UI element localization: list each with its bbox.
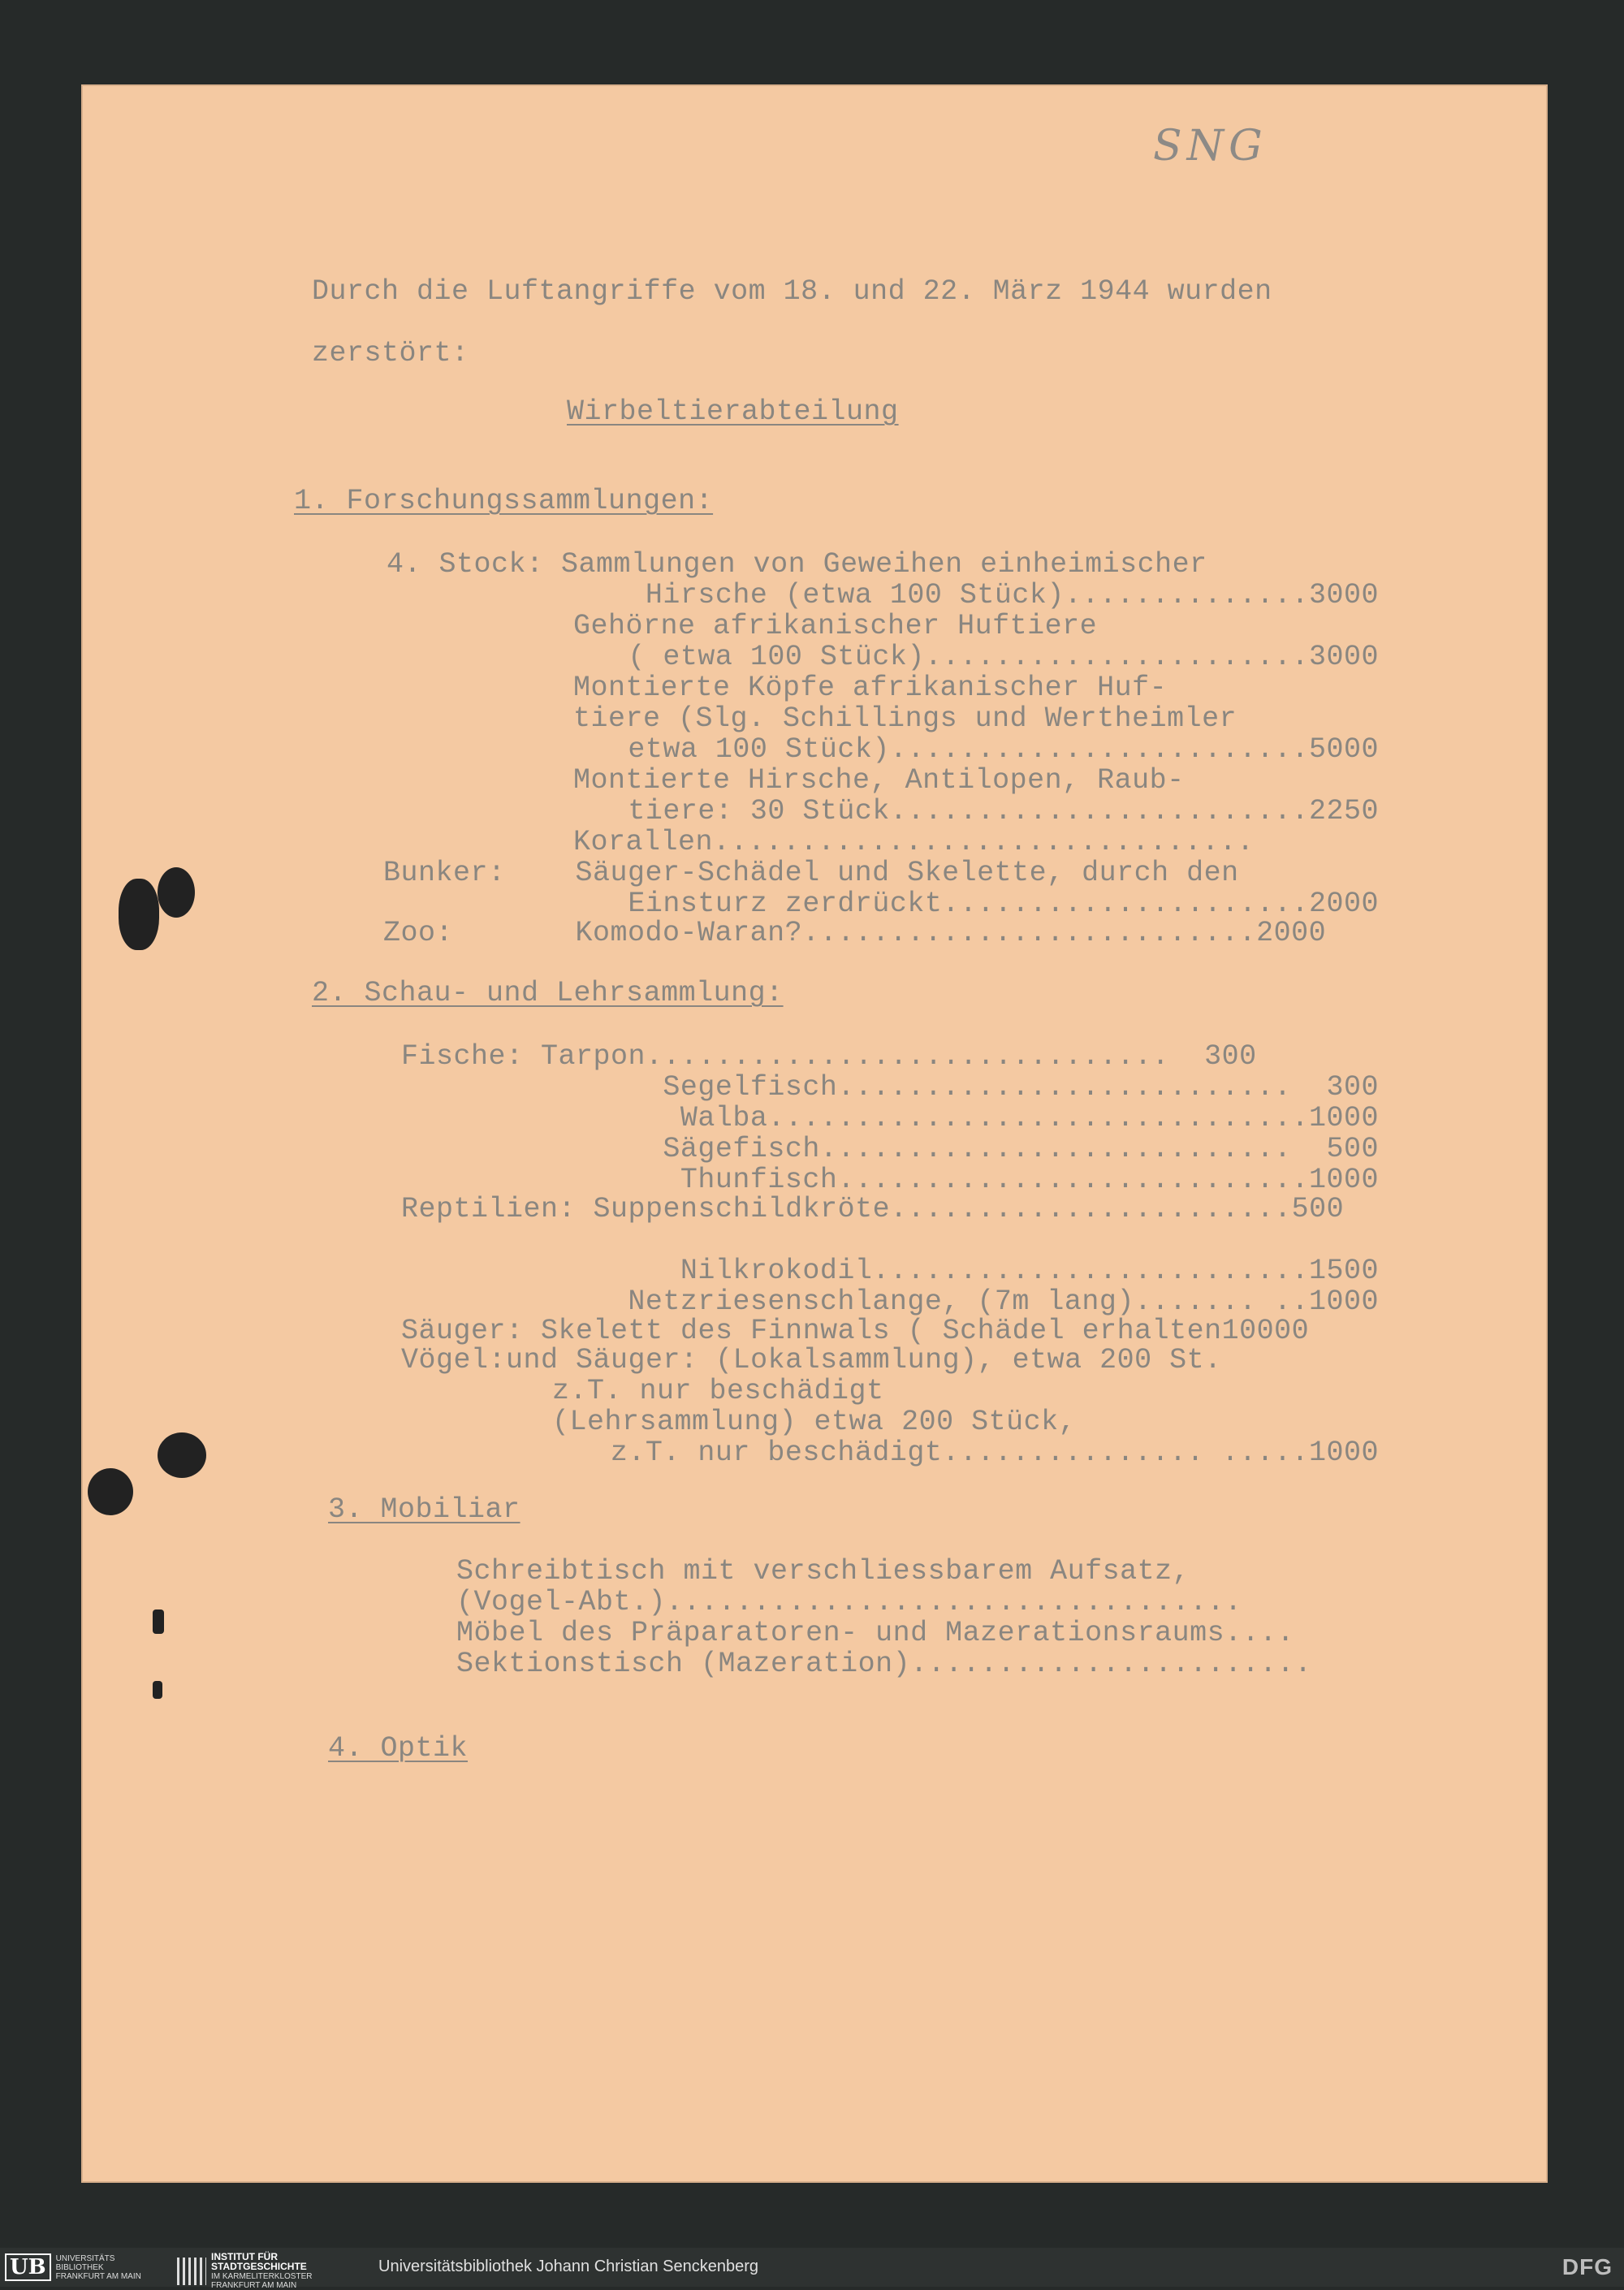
s2-line: Sägefisch........................... 500 [663,1133,1379,1165]
ub-line-2: BIBLIOTHEK [55,2262,104,2272]
s1-line: Montierte Köpfe afrikanischer Huf- [573,672,1168,704]
isg-line-3: IM KARMELITERKLOSTER [211,2272,313,2281]
s2-line: Segelfisch.......................... 300 [663,1071,1379,1104]
punch-hole [88,1468,133,1515]
s2-line: Reptilien: Suppenschildkröte.......................500 [401,1193,1345,1225]
s1-line: 4. Stock: Sammlungen von Geweihen einheimischer [387,548,1207,581]
s2-line: Walba...............................1000 [680,1102,1379,1134]
section-heading: Wirbeltierabteilung [567,395,899,428]
ub-line-1: UNIVERSITÄTS [55,2253,115,2263]
s2-line: Nilkrokodil.........................1500 [680,1255,1379,1287]
s1-line: Hirsche (etwa 100 Stück)..............3000 [645,579,1379,611]
dfg-logo: DFG [1561,2254,1613,2279]
ub-line-3: FRANKFURT AM MAIN [55,2271,141,2281]
s1-line: Gehörne afrikanischer Huftiere [573,610,1098,642]
s1-line: etwa 100 Stück)........................5000 [628,733,1379,766]
intro-line-1: Durch die Luftangriffe vom 18. und 22. März 1944 wurden [312,275,1272,308]
s1-line: Montierte Hirsche, Antilopen, Raub- [573,764,1185,797]
section-3-title: 3. Mobiliar [328,1493,520,1526]
s1-line: Einsturz zerdrückt.....................2000 [628,888,1379,920]
s2-line: z.T. nur beschädigt............... .....1000 [610,1437,1379,1469]
punch-hole [158,867,195,918]
s1-line: ( etwa 100 Stück)......................3000 [628,641,1379,673]
isg-line-1: INSTITUT FÜR [211,2251,278,2262]
section-4-title: 4. Optik [328,1732,469,1765]
s1-line: Zoo: Komodo-Waran?..........................2000 [383,917,1327,949]
s2-line: z.T. nur beschädigt [552,1375,884,1407]
isg-line-2: STADTGESCHICHTE [211,2261,307,2272]
s3-line: Sektionstisch (Mazeration)....................... [456,1648,1312,1680]
isg-logo-text [211,2253,312,2290]
s3-line: (Vogel-Abt.)................................. [456,1586,1242,1618]
s3-line: Möbel des Präparatoren- und Mazerationsraums.... [456,1617,1295,1649]
s1-line: tiere (Slg. Schillings und Wertheimler [573,702,1237,735]
punch-hole [119,879,159,950]
footer-library-name[interactable]: Universitätsbibliothek Johann Christian Senckenberg [378,2258,759,2275]
s2-line: Thunfisch...........................1000 [680,1164,1379,1196]
section-2-title: 2. Schau- und Lehrsammlung: [312,977,784,1009]
s1-line: Korallen............................... [573,826,1255,858]
ub-logo [5,2253,141,2282]
footer-bar [0,2248,1624,2290]
s2-line: Fische: Tarpon.............................. 300 [401,1040,1257,1073]
s2-line: Säuger: Skelett des Finnwals ( Schädel erhalten10000 [401,1315,1310,1347]
isg-line-4: FRANKFURT AM MAIN [211,2281,297,2290]
s2-line: Vögel:und Säuger: (Lokalsammlung), etwa 200 St. [401,1344,1222,1376]
isg-logo [177,2253,312,2290]
s1-line: tiere: 30 Stück........................2250 [628,795,1379,827]
handwritten-note: SNG [1153,122,1268,171]
section-1-title: 1. Forschungssammlungen: [294,485,714,517]
ub-badge: UB [5,2253,51,2281]
punch-hole [153,1609,164,1634]
s2-line: Netzriesenschlange, (7m lang)....... ..1000 [628,1285,1379,1318]
intro-line-2: zerstört: [312,337,469,369]
ub-logo-text [56,2254,141,2281]
isg-logo-icon [177,2258,206,2285]
punch-hole [158,1432,206,1478]
s3-line: Schreibtisch mit verschliessbarem Aufsatz, [456,1555,1190,1588]
s1-line: Bunker: Säuger-Schädel und Skelette, durch den [383,857,1239,889]
punch-hole [153,1681,162,1699]
s2-line: (Lehrsammlung) etwa 200 Stück, [552,1406,1077,1438]
